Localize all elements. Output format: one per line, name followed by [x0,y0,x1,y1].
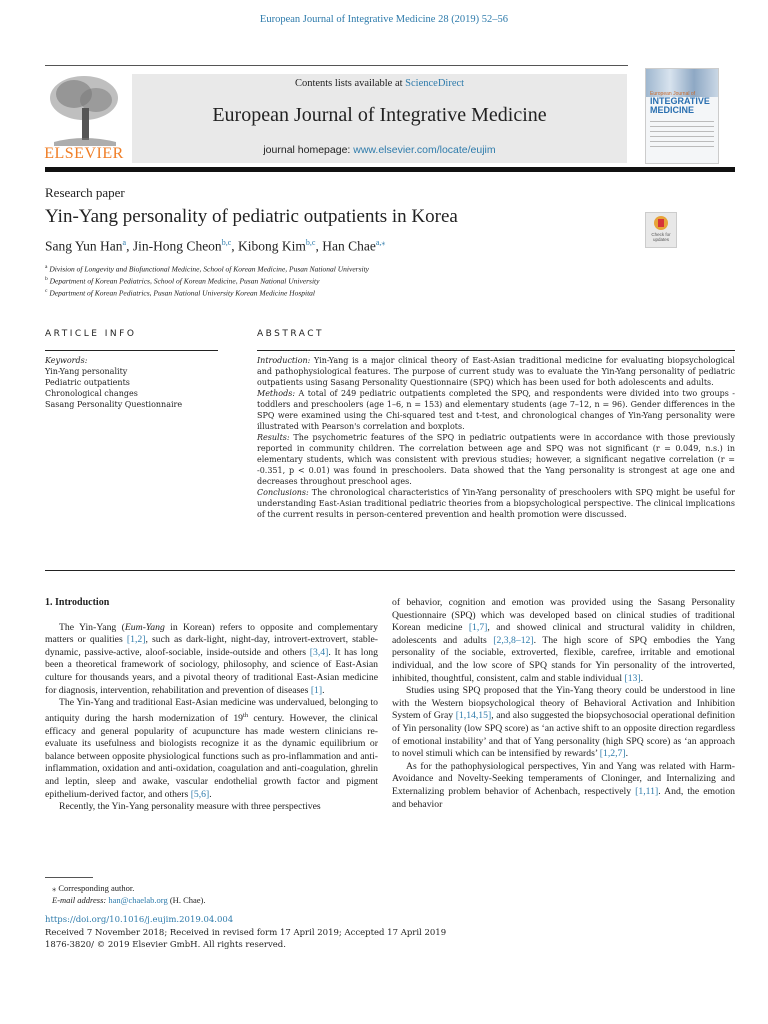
keyword-item: Chronological changes [45,389,138,398]
body-paragraph [392,761,735,811]
abstract-section-label: Results: [257,433,290,442]
email-suffix: (H. Chae). [167,895,206,905]
body-text: Recently, the Yin-Yang personality measure with three perspectives [59,801,321,813]
italic-term: Eum-Yang [124,621,165,633]
affiliation-text: Department of Korean Pediatrics, Pusan National University Korean Medicine Hospital [49,288,315,298]
body-text: in Korean) refers to opposite and complementary matters or qualities [45,621,378,646]
body-text: . The high score of SPQ embodies the Yang personality of the sociable, extroverted, flexible, carefree, irritable and emotional individual, and the low score of SPQ stands for Yin personality of the introverted, inhibited, thoughtful, consistent, calm and stable individual [392,634,735,684]
abstract-section-label: Introduction: [257,356,311,365]
citation-link[interactable]: [5,6] [190,788,210,800]
author-separator: , [126,238,133,254]
article-footer [45,914,446,952]
abstract-section-text: The psychometric features of the SPQ in pediatric outpatients were in accordance with those previously reported in community children. The correlation between age and SPQ was not significant (r = 0.049, n.s.) in elementary students, which was consistent with previous studies; however, a significant negative correlation (r = -0.351, p < 0.01) was found in preschoolers. Data showed that the Yang personality is strongest at age one and decreases throughout preschool ages. [257,433,735,486]
affiliation-text: Division of Longevity and Biofunctional Medicine, School of Korean Medicine, Pusan National University [49,264,369,274]
journal-cover-thumbnail[interactable] [645,68,719,164]
crossmark-label: Check for updates [651,232,671,242]
publisher-name: ELSEVIER [44,145,124,162]
keyword-item: Sasang Personality Questionnaire [45,400,183,409]
author-name[interactable]: Kibong Kim [238,238,306,254]
body-left-column [45,597,378,814]
keyword-item: Yin-Yang personality [45,367,128,376]
author-name[interactable]: Jin-Hong Cheon [132,238,222,254]
abstract-section-text: Yin-Yang is a major clinical theory of East-Asian traditional medicine for evaluating biopsychological and pathophysiological features. The purpose of current study was to evaluate the Yin-Yang personality of pediatric outpatients using Sasang Personality Questionnaire (SPQ) which has been used for both adolescents and adults. [257,356,735,387]
article-info-divider [45,350,218,351]
citation-link[interactable]: [1,7] [468,622,488,634]
superscript: th [243,711,249,719]
citation-link[interactable]: [1,14,15] [455,710,492,722]
left-paragraphs [45,622,378,814]
body-text: , and also suggested the biopsychosocial operational definition of Yin personality (low SPQ score) as ‘an active shift to an opposite direction regardless of emotional instability’ and that of Yang personality (high SPQ score) as ‘an approach to novel stimuli which can be intensified by rewards’ [392,710,735,760]
abstract-conclusions [257,487,735,520]
journal-title: European Journal of Integrative Medicine [212,104,547,126]
abstract-section-label: Conclusions: [257,488,309,497]
body-text: . It has long been a theoretical framework of sociology, philosophy, and science of East-Asian culture for thousands years, and a pivotal theory of traditional East-Asian medicine for diagnosis, intervention, rehabilitation and prevention of diseases [45,646,378,696]
abstract-divider [257,350,735,351]
body-text: As for the pathophysiological perspectives, Yin and Yang was related with Harm-Avoidance and Novelty-Seeking temperaments of Cloninger, and Internalizing and Externalizing problem behavior of Achenbach, respectively [392,760,735,797]
keywords-block [45,355,182,410]
cover-title-large [650,97,710,115]
body-text: . And, the emotion and behavior [392,785,736,810]
contents-line [132,78,627,89]
homepage-prefix: journal homepage: [263,144,354,156]
abstract-section-text: The chronological characteristics of Yin-Yang personality of preschoolers with SPQ might be useful for understanding East-Asian traditional pediatric theories from a biopsychological perspective. The clinical implications of the current results in person-centered prevention and health promotion were discussed. [257,488,735,519]
body-text: Studies using SPQ proposed that the Yin-Yang theory could be understood in line with the Western biopsychological theory of Behavioral Activation and Inhibition System of Gray [392,685,735,722]
sciencedirect-link[interactable]: ScienceDirect [405,78,465,89]
cover-title-line: MEDICINE [650,105,695,115]
citation-link[interactable]: [2,3,8–12] [493,634,534,646]
citation-link[interactable]: [1] [310,684,323,696]
footnote-divider [45,877,93,878]
doi-link[interactable]: https://doi.org/10.1016/j.eujim.2019.04.004 [45,915,234,925]
abstract-methods [257,388,735,432]
crossmark-icon [654,216,668,230]
author-affiliation-marker[interactable]: b,c [305,238,316,247]
article-type: Research paper [45,185,125,200]
author-affiliation-marker[interactable]: a [122,238,127,247]
body-text: , and showed clinical and structural validity in children, adolescents and adults [392,622,735,646]
body-paragraph [392,597,735,685]
article-title: Yin-Yang personality of pediatric outpatients in Korea [45,206,458,227]
affiliation-a [45,264,369,274]
citation-link[interactable]: [13] [624,672,641,684]
affiliation-b [45,276,319,286]
affiliation-key: b [45,276,48,282]
body-paragraph [45,801,378,814]
affiliation-key: a [45,264,48,270]
body-right-column [392,597,735,811]
email-line [52,894,205,906]
abstract-body [257,355,735,520]
abstract-bottom-divider [45,570,735,571]
header-divider [45,65,628,66]
author-affiliation-marker[interactable]: a,⁎ [375,238,386,247]
email-link[interactable]: han@chaelab.org [108,895,168,905]
body-paragraph [392,685,735,761]
author-separator: , [315,238,323,254]
body-text: . [322,684,325,696]
journal-homepage-link[interactable]: www.elsevier.com/locate/eujim [353,144,496,156]
author-name[interactable]: Han Chae [322,238,376,254]
body-paragraph [45,697,378,801]
body-text: century. However, the clinical efficacy and general popularity of acupuncture has made western clinicians re-evaluate its usefulness and biologists recognize it as the dynamic equilibrium or balance between opposite physiological functions such as pro-inflammation and anti-inflammation, oxidation and anti-oxidation, coagulation and anti-coagulation, ghrelin and leptin, sleep and awake, vascular endothelial growth factor and pigment epithelium-derived factor, and others [45,712,378,800]
body-text: The Yin-Yang ( [59,621,125,633]
body-text: . [640,672,644,684]
received-dates: Received 7 November 2018; Received in revised form 17 April 2019; Accepted 17 April 2019 [45,927,447,938]
citation-link[interactable]: [1,2] [126,634,146,646]
citation-link[interactable]: [3,4] [309,646,329,658]
body-text: of behavior, cognition and emotion was provided using the Sasang Personality Questionnaire (SPQ) which was developed based on clinical studies of traditional Korean medicine [392,597,735,634]
cover-toc-lines [650,121,714,151]
citation-link[interactable]: [1,2,7] [599,748,626,760]
contents-prefix: Contents lists available at [294,78,406,89]
abstract-section-label: Methods: [257,389,296,398]
header-thick-divider [45,167,735,172]
body-text: The Yin-Yang and traditional East-Asian medicine was undervalued, belonging to antiquity during the harsh modernization of 19 [45,697,378,724]
body-text: . [209,788,212,800]
copyright-line: 1876-3820/ © 2019 Elsevier GmbH. All rights reserved. [45,940,286,950]
body-paragraph [45,622,378,698]
author-separator: , [231,238,238,254]
affiliation-c [45,288,315,298]
author-name[interactable]: Sang Yun Han [45,238,123,254]
abstract-introduction [257,355,735,388]
affiliation-key: c [45,288,48,294]
article-info-heading: ARTICLE INFO [45,329,137,339]
running-head[interactable]: European Journal of Integrative Medicine 28 (2019) 52–56 [259,14,509,25]
author-list [45,238,385,255]
check-for-updates-button[interactable] [645,212,677,248]
abstract-heading: ABSTRACT [257,329,325,339]
section-heading: 1. Introduction [45,597,110,608]
citation-link[interactable]: [1,11] [635,785,659,797]
keywords-label: Keywords: [45,356,88,365]
body-text: , such as dark-light, night-day, introvert-extrovert, stable-dynamic, passive-active, aloof-sociable, inside-outside and others [45,634,378,658]
affiliation-text: Department of Korean Pediatrics, School of Korean Medicine, Pusan National University [49,276,320,286]
footnotes [52,882,205,906]
abstract-results [257,432,735,487]
keyword-item: Pediatric outpatients [45,378,130,387]
corresponding-author-note: ⁎ Corresponding author. [52,883,135,893]
cover-title-small: European Journal of [650,91,696,97]
cover-title-line: INTEGRATIVE [650,96,710,106]
abstract-section-text: A total of 249 pediatric outpatients completed the SPQ, and respondents were divided into two groups - toddlers and preschoolers (age 1–6, n = 153) and elementary students (age 7–12, n = 96). Gender differences in the SPQ were examined using the Chi-squared test and t-test, and chronological changes of Yin-Yang personality were illustrated with Pearson's correlation and boxplots. [257,389,735,431]
author-affiliation-marker[interactable]: b,c [221,238,232,247]
body-text: . [625,748,629,760]
email-label: E-mail address: [52,895,107,905]
homepage-line [132,144,627,156]
